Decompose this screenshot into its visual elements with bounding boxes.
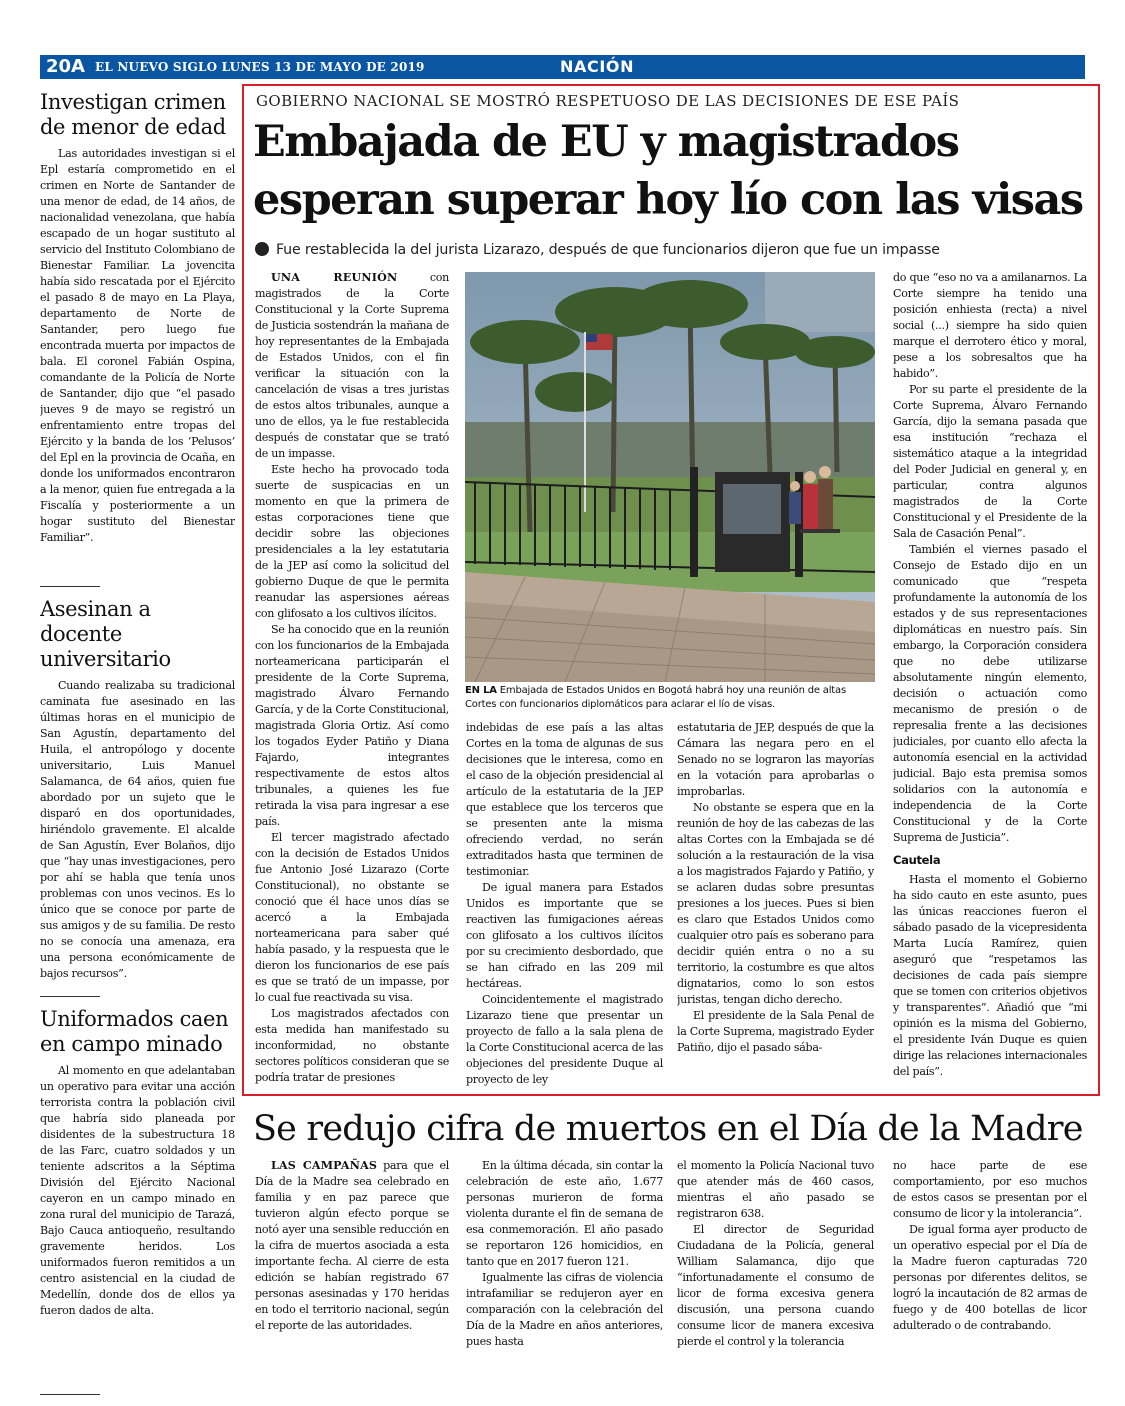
story-column-3 — [677, 720, 874, 1090]
story-paragraph: También el viernes pasado el Consejo de Estado dijo en un comunicado que “respeta profundamente la autonomía de los estados y de sus representaciones diplomáticas en nuestro país. Sin embargo, la Corporación considera que no debe utilizarse absolutamente ningún elemento, decisión o actuación como mecanismo de presión o de represalia frente a las decisiones judiciales, por cuanto ello afecta la autonomía esencial en la actividad judicial. Bajo esta premisa somos solidarios con la autonomía e independencia de la Corte Constitucional y de la Corte Suprema de Justicia”. — [893, 543, 1087, 844]
story-column-2 — [466, 720, 663, 1090]
second-story-column-2 — [466, 1158, 663, 1393]
second-story-column-4 — [893, 1158, 1087, 1393]
brief-title: Uniformados caen en campo minado — [40, 1007, 229, 1056]
story-paragraph: Los magistrados afectados con esta medida han manifestado su inconformidad, no obstante sectores políticos consideran que se podría tratar de presiones — [255, 1007, 449, 1084]
brief-divider — [40, 1394, 100, 1395]
embassy-photo-image — [465, 272, 875, 682]
story-column-4 — [893, 270, 1087, 1088]
caption-text: Embajada de Estados Unidos en Bogotá habrá hoy una reunión de altas Cortes con funcionarios diplomáticos para aclarar el lío de visas. — [465, 685, 846, 710]
page-number: 20A — [46, 56, 85, 77]
story-deck-text: Fue restablecida la del jurista Lizarazo, después de que funcionarios dijeron que fue un impasse — [276, 242, 940, 258]
brief-body: Al momento en que adelantaban un operativo para evitar una acción terrorista contra la población civil que habría sido planeada por disidentes de la subestructura 18 de las Farc, cuatro soldados y un teniente adscritos a la Séptima División del Ejército Nacional cayeron en un campo minado en zona rural del municipio de Tarazá, Bajo Cauca antioqueño, resultando gravemente heridos. Los uniformados fueron remitidos a un centro asistencial en la ciudad de Medellín, donde dos de ellos ya fueron dados de alta. — [40, 1064, 235, 1317]
story-paragraph: De igual forma ayer producto de un operativo especial por el Día de la Madre fueron capturadas 720 personas por diferentes delitos, se logró la incautación de 82 armas de fuego y de 400 botellas de licor adulterado o de contrabando. — [893, 1223, 1087, 1332]
story-paragraph: Hasta el momento el Gobierno ha sido cauto en este asunto, pues las únicas reacciones fueron el sábado pasado de la vicepresidenta Marta Lucía Ramírez, quien aseguró que “respetamos las decisiones de cada país siempre que se tomen con criterios objetivos y transparentes”. Añadió que “mi opinión es la misma del Gobierno, el presidente Iván Duque es quien dirige las relaciones internacionales del país”. — [893, 873, 1087, 1078]
story-paragraph: El presidente de la Sala Penal de la Corte Suprema, magistrado Eyder Patiño, dijo el pasado sába- — [677, 1009, 874, 1054]
brief-article — [40, 1007, 235, 1395]
brief-title: Investigan crimen de menor de edad — [40, 90, 226, 139]
caption-lead-in: EN LA — [465, 685, 497, 696]
story-paragraph: Igualmente las cifras de violencia intrafamiliar se redujeron ayer en comparación con la celebración del Día de la Madre en años anteriores, pues hasta — [466, 1271, 663, 1348]
photo-caption — [465, 684, 875, 712]
second-story-column-1 — [255, 1158, 449, 1393]
story-paragraph: El director de Seguridad Ciudadana de la Policía, general William Salamanca, dijo que “infortunadamente el consumo de licor de forma excesiva genera discusión, una persona cuando consume licor de manera excesiva pierde el control y la tolerancia — [677, 1223, 874, 1348]
brief-article — [40, 90, 235, 587]
masthead-date: EL NUEVO SIGLO LUNES 13 DE MAYO DE 2019 — [95, 60, 425, 74]
story-column-1 — [255, 270, 449, 1088]
story-paragraph: el momento la Policía Nacional tuvo que atender más de 460 casos, mientras el año pasado se registraron 638. — [677, 1159, 874, 1220]
briefs-column — [40, 90, 235, 1395]
story-paragraph: Coincidentemente el magistrado Lizarazo tiene que presentar un proyecto de fallo a la sala plena de la Corte Constitucional acerca de las objeciones del presidente Duque al proyecto de ley — [466, 993, 663, 1086]
story-kicker: GOBIERNO NACIONAL SE MOSTRÓ RESPETUOSO DE LAS DECISIONES DE ESE PAÍS — [256, 92, 960, 110]
story-paragraph: con magistrados de la Corte Constitucional y la Corte Suprema de Justicia sostendrán la mañana de hoy representantes de la Embajada de Estados Unidos, con el fin verificar la situación con la cancelación de visas a tres juristas de estos altos tribunales, aunque a uno de ellos, ya le fue restablecida después de constatar que se trató de un impasse. — [255, 271, 449, 460]
brief-divider — [40, 586, 100, 587]
story-subhead: Cautela — [893, 853, 941, 867]
second-story-column-3 — [677, 1158, 874, 1393]
story-paragraph: para que el Día de la Madre sea celebrado en familia y en paz parece que tuvieron algún efecto porque se notó ayer una sensible reducción en la cifra de muertos asociada a esta importante fecha. Al cierre de esta edición se habían registrado 67 personas asesinadas y 170 heridas en todo el territorio nacional, según el reporte de las autoridades. — [255, 1159, 449, 1332]
brief-title: Asesinan a docente universitario — [40, 597, 171, 671]
story-lead-in: UNA REUNIÓN — [271, 271, 398, 284]
brief-body: Cuando realizaba su tradicional caminata fue asesinado en las últimas horas en el municipio de San Agustín, departamento del Huila, el antropólogo y docente universitario, Luis Manuel Salamanca, de 64 años, quien fue abordado por un sujeto que le disparó en dos oportunidades, hiriéndolo gravemente. El alcalde de San Agustín, Ever Bolaños, dijo que “hay unas investigaciones, pero por ahí se habla que tenía unos problemas con unos vecinos. Es lo único que se conoce por parte de sus amigos y de su familia. De resto no se conocía una amenaza, era una persona económicamente de bajos recursos”. — [40, 679, 235, 980]
story-paragraph: Este hecho ha provocado toda suerte de suspicacias en un momento en que la primera de estas corporaciones tiene que decidir sobre las objeciones presidenciales a la ley estatutaria de la JEP así como la solicitud del gobierno Duque de que le permita reanudar las aspersiones aéreas con glifosato a los cultivos ilícitos. — [255, 463, 449, 620]
embassy-photo — [465, 272, 875, 682]
brief-body: Las autoridades investigan si el Epl estaría comprometido en el crimen en Norte de Santander de una menor de edad, de 14 años, de nacionalidad venezolana, que había escapado de un hogar sustituto al servicio del Instituto Colombiano de Bienestar Familiar. La jovencita había sido rescatada por el Ejército el pasado 8 de mayo en La Playa, departamento de Norte de Santander, pero luego fue encontrada muerta por impactos de bala. El coronel Fabián Ospina, comandante de la Policía de Norte de Santander, dijo que “el pasado jueves 9 de mayo se registró un enfrentamiento entre tropas del Ejército y la banda de los ‘Pelusos’ del Epl en la provincia de Ocaña, en donde los uniformados encontraron a la menor, quien fue entregada a la Fiscalía y posteriormente a un hogar sustituto del Bienestar Familiar”. — [40, 147, 235, 544]
story-deck — [255, 240, 1085, 260]
second-story-headline: Se redujo cifra de muertos en el Día de la Madre — [253, 1109, 1083, 1149]
section-title: NACIÓN — [560, 57, 635, 76]
story-paragraph: Por su parte el presidente de la Corte Suprema, Álvaro Fernando García, dijo la semana pasada que esa institución “rechaza el sistemático ataque a la integridad del Poder Judicial en general y, en particular, contra algunos magistrados de la Corte Constitucional y el Presidente de la Sala de Casación Penal”. — [893, 383, 1087, 540]
story-paragraph: No obstante se espera que en la reunión de hoy de las cabezas de las altas Cortes con la Embajada se dé solución a la restauración de la visa a los magistrados Fajardo y Patiño, y se aclaren dudas sobre presuntas presiones a los jueces. Pues si bien es claro que Estados Unidos como cualquier otro país es soberano para decidir quién entra o no a su territorio, la costumbre es que altos dignatarios, como lo son estos juristas, tengan dicho derecho. — [677, 801, 874, 1006]
page-header-bar — [40, 55, 1085, 79]
story-paragraph: Se ha conocido que en la reunión con los funcionarios de la Embajada norteamericana participarán el presidente de la Corte Suprema, magistrado Álvaro Fernando García, y de la Corte Constitucional, magistrada Gloria Ortiz. Así como los togados Eyder Patiño y Diana Fajardo, integrantes respectivamente de estos altos tribunales, a quienes les fue retirada la visa para ingresar a ese país. — [255, 623, 449, 828]
story-paragraph: estatutaria de JEP, después de que la Cámara las negara pero en el Senado no se lograron las mayorías en la votación para aprobarlas o improbarlas. — [677, 721, 874, 798]
brief-article — [40, 597, 235, 997]
second-story-lead-in: LAS CAMPAÑAS — [271, 1159, 378, 1172]
story-headline: Embajada de EU y magistrados esperan superar hoy lío con las visas — [253, 117, 1083, 225]
bullet-dot-icon — [255, 242, 269, 256]
story-paragraph: do que “eso no va a amilanarnos. La Corte siempre ha tenido una posición enhiesta (recta) a nivel social (...) siempre ha sido quien marque el derrotero ético y moral, pese a los sobresaltos que ha habido”. — [893, 271, 1087, 380]
brief-divider — [40, 996, 100, 997]
story-paragraph: indebidas de ese país a las altas Cortes en la toma de algunas de sus decisiones que le interesa, como en el caso de la objeción presidencial al artículo de la estatutaria de la JEP que establece que los terceros que se presenten ante la misma ofreciendo verdad, no serán extraditados hasta que terminen de testimoniar. — [466, 721, 663, 878]
story-paragraph: El tercer magistrado afectado con la decisión de Estados Unidos fue Antonio José Lizarazo (Corte Constitucional), no obstante se conoció que él hace unos días se acercó a la Embajada norteamericana para saber qué había pasado, y la respuesta que le dieron los funcionarios de ese país es que se trató de un impasse, por lo cual fue reactivada su visa. — [255, 831, 449, 1004]
story-paragraph: En la última década, sin contar la celebración de este año, 1.677 personas murieron de forma violenta durante el fin de semana de esa conmemoración. El año pasado se reportaron 126 homicidios, en tanto que en 2017 fueron 121. — [466, 1159, 663, 1268]
story-paragraph: De igual manera para Estados Unidos es importante que se reactiven las fumigaciones aéreas con glifosato a los cultivos ilícitos por su crecimiento desbordado, que se han cifrado en las 209 mil hectáreas. — [466, 881, 663, 990]
story-paragraph: no hace parte de ese comportamiento, por eso muchos de estos casos se presentan por el consumo de licor y la intolerancia”. — [893, 1159, 1087, 1220]
